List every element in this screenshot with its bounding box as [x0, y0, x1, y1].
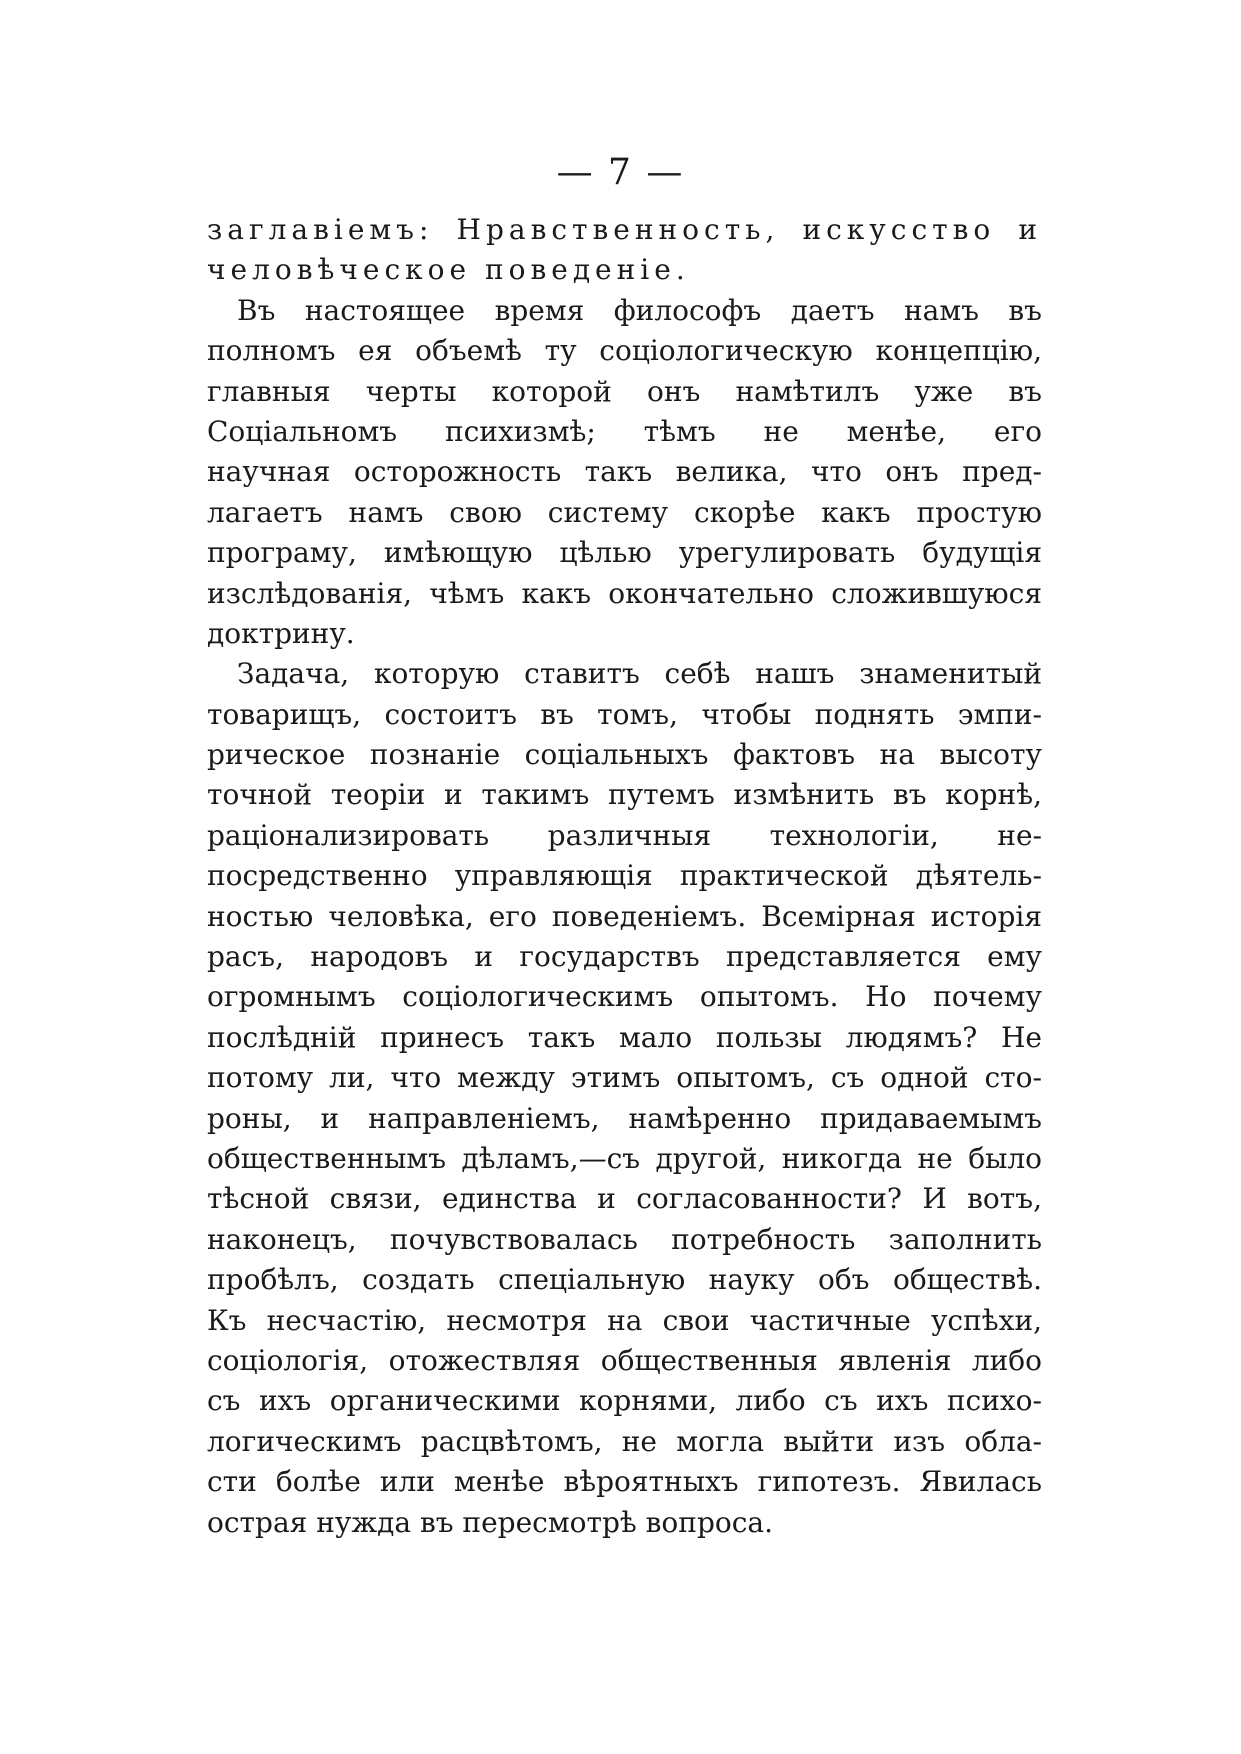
- text-line: ностью человѣка, его поведеніемъ. Всемірная исторія: [207, 899, 1042, 933]
- text-line: точной теоріи и такимъ путемъ измѣнить въ корнѣ,: [207, 778, 1042, 812]
- text-line: рическое познаніе соціальныхъ фактовъ на высоту: [207, 738, 1042, 772]
- text-line: главныя черты которой онъ намѣтилъ уже въ: [207, 374, 1042, 408]
- text-line: роны, и направленіемъ, намѣренно придаваемымъ: [207, 1101, 1042, 1135]
- text-line: доктрину.: [207, 616, 355, 650]
- text-line: человѣческое поведеніе.: [207, 253, 690, 287]
- text-line: пробѣлъ, создать спеціальную науку объ обществѣ.: [207, 1263, 1042, 1297]
- page-number: — 7 —: [556, 152, 685, 193]
- text-line: Задача, которую ставитъ себѣ нашъ знаменитый: [237, 657, 1042, 691]
- text-line: огромнымъ соціологическимъ опытомъ. Но почему: [207, 980, 1042, 1014]
- text-line: расъ, народовъ и государствъ представляется ему: [207, 940, 1042, 974]
- text-line: наконецъ, почувствовалась потребность заполнить: [207, 1222, 1042, 1256]
- text-line: тѣсной связи, единства и согласованности? И вотъ,: [207, 1182, 1042, 1216]
- text-line: раціонализировать различныя технологіи, не-: [207, 818, 1042, 852]
- text-line: сти болѣе или менѣе вѣроятныхъ гипотезъ. Явилась: [207, 1465, 1042, 1499]
- text-line: полномъ ея объемѣ ту соціологическую концепцію,: [207, 334, 1042, 368]
- text-line: потому ли, что между этимъ опытомъ, съ одной сто-: [207, 1061, 1042, 1095]
- text-line: програму, имѣющую цѣлью урегулировать будущія: [207, 536, 1042, 570]
- text-line: съ ихъ органическими корнями, либо съ ихъ психо-: [207, 1384, 1042, 1418]
- text-line: посредственно управляющія практической дѣятель-: [207, 859, 1042, 893]
- text-line: логическимъ расцвѣтомъ, не могла выйти изъ обла-: [207, 1424, 1042, 1458]
- text-line: товарищъ, состоитъ въ томъ, чтобы поднять эмпи-: [207, 697, 1042, 731]
- text-line: общественнымъ дѣламъ,—съ другой, никогда не было: [207, 1141, 1042, 1175]
- text-line: послѣдній принесъ такъ мало пользы людямъ? Не: [207, 1020, 1042, 1054]
- text-line: изслѣдованія, чѣмъ какъ окончательно сложившуюся: [207, 576, 1042, 610]
- text-line: Въ настоящее время философъ даетъ намъ въ: [237, 293, 1042, 327]
- text-line: соціологія, отожествляя общественныя явленія либо: [207, 1343, 1042, 1377]
- text-line: Къ несчастію, несмотря на свои частичные успѣхи,: [207, 1303, 1042, 1337]
- text-line: заглавіемъ: Нравственность, искусство и: [207, 213, 1042, 246]
- text-line: острая нужда въ пересмотрѣ вопроса.: [207, 1505, 774, 1539]
- text-line: научная осторожность такъ велика, что онъ пред-: [207, 455, 1042, 489]
- body-text: [207, 210, 1042, 1543]
- text-line: лагаетъ намъ свою систему скорѣе какъ простую: [207, 495, 1042, 529]
- text-line: Соціальномъ психизмѣ; тѣмъ не менѣе, его: [207, 414, 1042, 448]
